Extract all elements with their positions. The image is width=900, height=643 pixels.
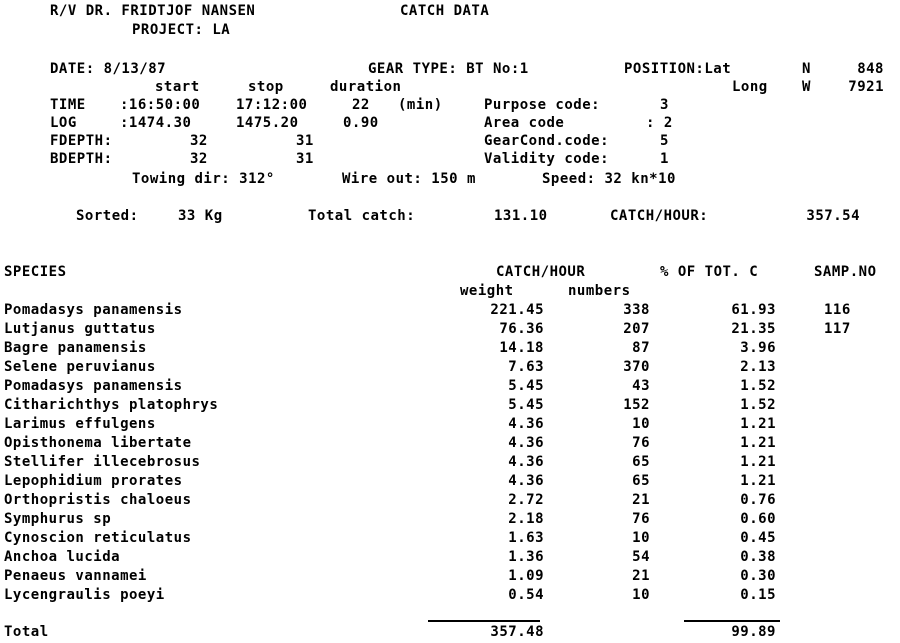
- col-start: start: [155, 79, 200, 95]
- total-percent: 99.89: [731, 624, 776, 640]
- numbers-value: 43: [632, 378, 650, 394]
- col-duration: duration: [330, 79, 402, 95]
- species-name: Pomadasys panamensis: [4, 302, 183, 318]
- fdepth-stop: 31: [296, 133, 314, 149]
- sorted-label: Sorted:: [76, 208, 139, 224]
- bdepth-label: BDEPTH:: [50, 151, 113, 167]
- weight-value: 1.09: [508, 568, 544, 584]
- species-name: Stellifer illecebrosus: [4, 454, 201, 470]
- species-name: Lycengraulis poeyi: [4, 587, 165, 603]
- validity-code-label: Validity code:: [484, 151, 610, 167]
- bdepth-stop: 31: [296, 151, 314, 167]
- weight-value: 0.54: [508, 587, 544, 603]
- header-catch-per-hour: CATCH/HOUR: [496, 264, 586, 280]
- long-label: Long: [732, 79, 768, 95]
- numbers-value: 65: [632, 473, 650, 489]
- numbers-value: 10: [632, 530, 650, 546]
- numbers-value: 54: [632, 549, 650, 565]
- weight-value: 221.45: [490, 302, 544, 318]
- gear-type: GEAR TYPE: BT No:1: [368, 61, 529, 77]
- header-percent-total: % OF TOT. C: [660, 264, 759, 280]
- vessel-name: R/V DR. FRIDTJOF NANSEN: [50, 3, 256, 19]
- time-duration: 22: [352, 97, 370, 113]
- time-stop: 17:12:00: [236, 97, 308, 113]
- header-species: SPECIES: [4, 264, 67, 280]
- gearcond-code-value: 5: [660, 133, 669, 149]
- numbers-value: 21: [632, 568, 650, 584]
- validity-code-value: 1: [660, 151, 669, 167]
- species-name: Anchoa lucida: [4, 549, 121, 565]
- time-unit: (min): [398, 97, 443, 113]
- time-label: TIME: [50, 97, 86, 113]
- total-label: Total: [4, 624, 49, 640]
- header-weight: weight: [460, 283, 514, 299]
- species-name: Cynoscion reticulatus: [4, 530, 192, 546]
- wire-out: Wire out: 150 m: [342, 171, 476, 187]
- sample-number: 117: [824, 321, 851, 337]
- percent-value: 0.45: [740, 530, 776, 546]
- weight-value: 4.36: [508, 435, 544, 451]
- purpose-code-label: Purpose code:: [484, 97, 601, 113]
- weight-value: 2.72: [508, 492, 544, 508]
- percent-value: 0.60: [740, 511, 776, 527]
- weight-value: 4.36: [508, 454, 544, 470]
- weight-value: 7.63: [508, 359, 544, 375]
- fdepth-start: 32: [190, 133, 208, 149]
- numbers-value: 65: [632, 454, 650, 470]
- lat-value: 848: [857, 61, 884, 77]
- percent-value: 1.21: [740, 473, 776, 489]
- weight-total-rule: [428, 620, 540, 622]
- percent-value: 21.35: [731, 321, 776, 337]
- percent-value: 1.52: [740, 378, 776, 394]
- log-stop: 1475.20: [236, 115, 299, 131]
- percent-total-rule: [684, 620, 780, 622]
- weight-value: 2.18: [508, 511, 544, 527]
- weight-value: 5.45: [508, 378, 544, 394]
- long-value: 7921: [848, 79, 884, 95]
- numbers-value: 152: [623, 397, 650, 413]
- time-start: :16:50:00: [120, 97, 201, 113]
- percent-value: 2.13: [740, 359, 776, 375]
- species-name: Bagre panamensis: [4, 340, 147, 356]
- catch-per-hour-value: 357.54: [806, 208, 860, 224]
- header-numbers: numbers: [568, 283, 631, 299]
- species-name: Selene peruvianus: [4, 359, 156, 375]
- species-name: Larimus effulgens: [4, 416, 156, 432]
- percent-value: 1.21: [740, 435, 776, 451]
- sample-number: 116: [824, 302, 851, 318]
- species-name: Lutjanus guttatus: [4, 321, 156, 337]
- species-name: Orthopristis chaloeus: [4, 492, 192, 508]
- weight-value: 4.36: [508, 416, 544, 432]
- numbers-value: 370: [623, 359, 650, 375]
- percent-value: 0.76: [740, 492, 776, 508]
- log-label: LOG: [50, 115, 77, 131]
- percent-value: 1.52: [740, 397, 776, 413]
- percent-value: 61.93: [731, 302, 776, 318]
- total-weight: 357.48: [490, 624, 544, 640]
- total-catch-value: 131.10: [494, 208, 548, 224]
- col-stop: stop: [248, 79, 284, 95]
- percent-value: 0.38: [740, 549, 776, 565]
- report-title: CATCH DATA: [400, 3, 490, 19]
- percent-value: 0.15: [740, 587, 776, 603]
- weight-value: 5.45: [508, 397, 544, 413]
- bdepth-start: 32: [190, 151, 208, 167]
- numbers-value: 338: [623, 302, 650, 318]
- percent-value: 0.30: [740, 568, 776, 584]
- percent-value: 3.96: [740, 340, 776, 356]
- weight-value: 14.18: [499, 340, 544, 356]
- percent-value: 1.21: [740, 416, 776, 432]
- total-catch-label: Total catch:: [308, 208, 416, 224]
- species-name: Lepophidium prorates: [4, 473, 183, 489]
- towing-direction: Towing dir: 312°: [132, 171, 275, 187]
- weight-value: 1.63: [508, 530, 544, 546]
- numbers-value: 76: [632, 435, 650, 451]
- species-name: Symphurus sp: [4, 511, 112, 527]
- sorted-value: 33 Kg: [178, 208, 223, 224]
- log-start: :1474.30: [120, 115, 192, 131]
- species-name: Opisthonema libertate: [4, 435, 192, 451]
- numbers-value: 207: [623, 321, 650, 337]
- date-label: DATE: 8/13/87: [50, 61, 167, 77]
- area-code-value: : 2: [646, 115, 673, 131]
- weight-value: 1.36: [508, 549, 544, 565]
- numbers-value: 21: [632, 492, 650, 508]
- numbers-value: 76: [632, 511, 650, 527]
- fdepth-label: FDEPTH:: [50, 133, 113, 149]
- lat-direction: N: [802, 61, 811, 77]
- numbers-value: 87: [632, 340, 650, 356]
- purpose-code-value: 3: [660, 97, 669, 113]
- weight-value: 4.36: [508, 473, 544, 489]
- area-code-label: Area code: [484, 115, 565, 131]
- species-name: Penaeus vannamei: [4, 568, 147, 584]
- catch-per-hour-label: CATCH/HOUR:: [610, 208, 709, 224]
- numbers-value: 10: [632, 416, 650, 432]
- project-label: PROJECT: LA: [132, 22, 231, 38]
- weight-value: 76.36: [499, 321, 544, 337]
- numbers-value: 10: [632, 587, 650, 603]
- log-duration: 0.90: [343, 115, 379, 131]
- percent-value: 1.21: [740, 454, 776, 470]
- species-name: Pomadasys panamensis: [4, 378, 183, 394]
- position-label: POSITION:Lat: [624, 61, 732, 77]
- gearcond-code-label: GearCond.code:: [484, 133, 610, 149]
- header-sample-no: SAMP.NO: [814, 264, 877, 280]
- species-name: Citharichthys platophrys: [4, 397, 219, 413]
- tow-speed: Speed: 32 kn*10: [542, 171, 676, 187]
- long-direction: W: [802, 79, 811, 95]
